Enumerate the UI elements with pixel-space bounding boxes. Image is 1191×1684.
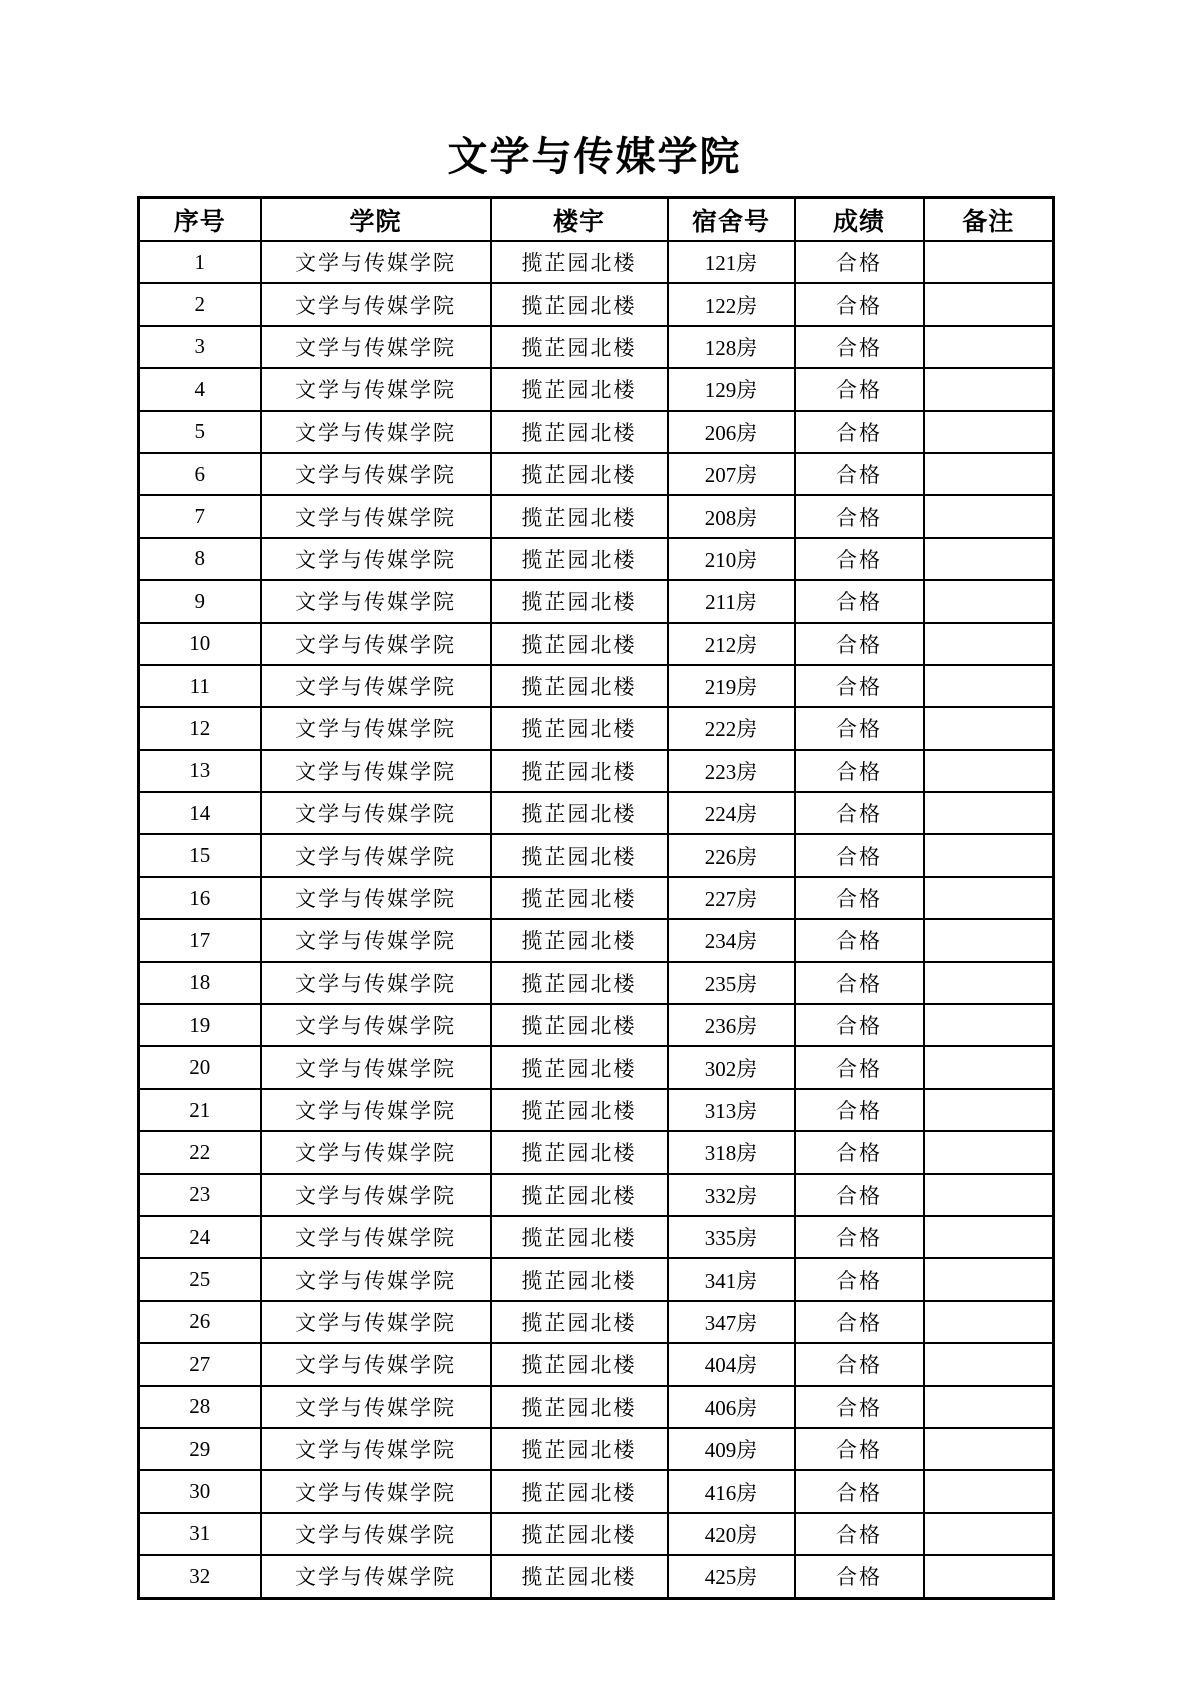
- cell-remark: [924, 1216, 1054, 1258]
- cell-grade: 合格: [795, 665, 924, 707]
- cell-college: 文学与传媒学院: [261, 1470, 491, 1512]
- cell-no: 17: [139, 919, 261, 961]
- cell-no: 7: [139, 495, 261, 537]
- cell-no: 11: [139, 665, 261, 707]
- cell-building: 揽芷园北楼: [491, 1174, 668, 1216]
- cell-grade: 合格: [795, 580, 924, 622]
- cell-building: 揽芷园北楼: [491, 707, 668, 749]
- cell-college: 文学与传媒学院: [261, 1428, 491, 1470]
- cell-room: 234房: [668, 919, 795, 961]
- cell-remark: [924, 1386, 1054, 1428]
- cell-room: 128房: [668, 326, 795, 368]
- cell-no: 21: [139, 1089, 261, 1131]
- cell-grade: 合格: [795, 1258, 924, 1300]
- cell-building: 揽芷园北楼: [491, 326, 668, 368]
- table-row: [139, 1174, 1054, 1216]
- cell-room: 347房: [668, 1301, 795, 1343]
- cell-room: 236房: [668, 1004, 795, 1046]
- cell-college: 文学与传媒学院: [261, 1174, 491, 1216]
- cell-grade: 合格: [795, 1428, 924, 1470]
- cell-college: 文学与传媒学院: [261, 1386, 491, 1428]
- cell-college: 文学与传媒学院: [261, 1046, 491, 1088]
- cell-building: 揽芷园北楼: [491, 1428, 668, 1470]
- cell-college: 文学与传媒学院: [261, 326, 491, 368]
- cell-building: 揽芷园北楼: [491, 1004, 668, 1046]
- cell-room: 341房: [668, 1258, 795, 1300]
- table-row: [139, 623, 1054, 665]
- cell-building: 揽芷园北楼: [491, 1513, 668, 1555]
- cell-no: 2: [139, 283, 261, 325]
- cell-room: 219房: [668, 665, 795, 707]
- cell-remark: [924, 1131, 1054, 1173]
- table-row: [139, 962, 1054, 1004]
- table-row: [139, 1301, 1054, 1343]
- table-row: [139, 495, 1054, 537]
- cell-remark: [924, 538, 1054, 580]
- cell-grade: 合格: [795, 326, 924, 368]
- cell-grade: 合格: [795, 750, 924, 792]
- cell-no: 4: [139, 368, 261, 410]
- cell-no: 22: [139, 1131, 261, 1173]
- cell-college: 文学与传媒学院: [261, 707, 491, 749]
- cell-building: 揽芷园北楼: [491, 1131, 668, 1173]
- table-row: [139, 283, 1054, 325]
- cell-college: 文学与传媒学院: [261, 623, 491, 665]
- cell-building: 揽芷园北楼: [491, 1343, 668, 1385]
- cell-remark: [924, 1428, 1054, 1470]
- cell-room: 318房: [668, 1131, 795, 1173]
- cell-remark: [924, 962, 1054, 1004]
- table-row: [139, 326, 1054, 368]
- cell-no: 9: [139, 580, 261, 622]
- cell-building: 揽芷园北楼: [491, 750, 668, 792]
- cell-grade: 合格: [795, 1216, 924, 1258]
- table-row: [139, 1258, 1054, 1300]
- cell-remark: [924, 750, 1054, 792]
- table-row: [139, 1343, 1054, 1385]
- cell-no: 29: [139, 1428, 261, 1470]
- header-serial-number: 序号: [139, 198, 261, 242]
- cell-grade: 合格: [795, 538, 924, 580]
- table-row: [139, 1216, 1054, 1258]
- cell-grade: 合格: [795, 962, 924, 1004]
- cell-remark: [924, 368, 1054, 410]
- cell-college: 文学与传媒学院: [261, 1343, 491, 1385]
- table-row: [139, 453, 1054, 495]
- cell-building: 揽芷园北楼: [491, 1216, 668, 1258]
- cell-remark: [924, 1046, 1054, 1088]
- cell-remark: [924, 665, 1054, 707]
- cell-room: 211房: [668, 580, 795, 622]
- cell-no: 1: [139, 241, 261, 283]
- cell-college: 文学与传媒学院: [261, 495, 491, 537]
- table-row: [139, 750, 1054, 792]
- cell-room: 122房: [668, 283, 795, 325]
- cell-no: 12: [139, 707, 261, 749]
- cell-building: 揽芷园北楼: [491, 1046, 668, 1088]
- cell-grade: 合格: [795, 495, 924, 537]
- cell-building: 揽芷园北楼: [491, 453, 668, 495]
- cell-no: 27: [139, 1343, 261, 1385]
- cell-grade: 合格: [795, 368, 924, 410]
- cell-remark: [924, 326, 1054, 368]
- cell-remark: [924, 241, 1054, 283]
- cell-remark: [924, 623, 1054, 665]
- cell-room: 235房: [668, 962, 795, 1004]
- cell-remark: [924, 1174, 1054, 1216]
- cell-remark: [924, 453, 1054, 495]
- header-grade: 成绩: [795, 198, 924, 242]
- cell-college: 文学与传媒学院: [261, 834, 491, 876]
- table-row: [139, 834, 1054, 876]
- cell-room: 313房: [668, 1089, 795, 1131]
- cell-no: 20: [139, 1046, 261, 1088]
- cell-grade: 合格: [795, 1555, 924, 1598]
- cell-no: 23: [139, 1174, 261, 1216]
- cell-room: 404房: [668, 1343, 795, 1385]
- cell-room: 121房: [668, 241, 795, 283]
- cell-grade: 合格: [795, 453, 924, 495]
- cell-no: 31: [139, 1513, 261, 1555]
- cell-college: 文学与传媒学院: [261, 1513, 491, 1555]
- header-dorm-number: 宿舍号: [668, 198, 795, 242]
- cell-college: 文学与传媒学院: [261, 453, 491, 495]
- cell-college: 文学与传媒学院: [261, 1555, 491, 1598]
- cell-grade: 合格: [795, 1386, 924, 1428]
- cell-no: 5: [139, 411, 261, 453]
- table-row: [139, 707, 1054, 749]
- cell-room: 227房: [668, 877, 795, 919]
- cell-college: 文学与传媒学院: [261, 877, 491, 919]
- header-building: 楼宇: [491, 198, 668, 242]
- cell-college: 文学与传媒学院: [261, 368, 491, 410]
- cell-grade: 合格: [795, 877, 924, 919]
- cell-no: 32: [139, 1555, 261, 1598]
- cell-room: 207房: [668, 453, 795, 495]
- cell-remark: [924, 792, 1054, 834]
- cell-no: 19: [139, 1004, 261, 1046]
- cell-no: 13: [139, 750, 261, 792]
- cell-no: 3: [139, 326, 261, 368]
- cell-grade: 合格: [795, 1089, 924, 1131]
- cell-no: 28: [139, 1386, 261, 1428]
- cell-college: 文学与传媒学院: [261, 962, 491, 1004]
- cell-building: 揽芷园北楼: [491, 241, 668, 283]
- cell-grade: 合格: [795, 241, 924, 283]
- table-row: [139, 1470, 1054, 1512]
- cell-no: 14: [139, 792, 261, 834]
- cell-building: 揽芷园北楼: [491, 580, 668, 622]
- cell-remark: [924, 1004, 1054, 1046]
- cell-room: 420房: [668, 1513, 795, 1555]
- table-row: [139, 919, 1054, 961]
- cell-room: 212房: [668, 623, 795, 665]
- table-row: [139, 580, 1054, 622]
- cell-remark: [924, 834, 1054, 876]
- cell-building: 揽芷园北楼: [491, 1470, 668, 1512]
- cell-college: 文学与传媒学院: [261, 241, 491, 283]
- cell-no: 8: [139, 538, 261, 580]
- cell-room: 206房: [668, 411, 795, 453]
- cell-grade: 合格: [795, 792, 924, 834]
- table-row: [139, 665, 1054, 707]
- cell-room: 416房: [668, 1470, 795, 1512]
- cell-remark: [924, 919, 1054, 961]
- cell-college: 文学与传媒学院: [261, 1089, 491, 1131]
- cell-building: 揽芷园北楼: [491, 411, 668, 453]
- cell-room: 226房: [668, 834, 795, 876]
- cell-grade: 合格: [795, 411, 924, 453]
- cell-room: 129房: [668, 368, 795, 410]
- cell-building: 揽芷园北楼: [491, 623, 668, 665]
- cell-building: 揽芷园北楼: [491, 283, 668, 325]
- table-row: [139, 1089, 1054, 1131]
- cell-building: 揽芷园北楼: [491, 1386, 668, 1428]
- cell-no: 18: [139, 962, 261, 1004]
- cell-grade: 合格: [795, 1131, 924, 1173]
- cell-building: 揽芷园北楼: [491, 1089, 668, 1131]
- cell-no: 16: [139, 877, 261, 919]
- table-row: [139, 411, 1054, 453]
- cell-no: 15: [139, 834, 261, 876]
- table-row: [139, 792, 1054, 834]
- cell-building: 揽芷园北楼: [491, 919, 668, 961]
- cell-college: 文学与传媒学院: [261, 792, 491, 834]
- cell-room: 222房: [668, 707, 795, 749]
- cell-room: 223房: [668, 750, 795, 792]
- cell-college: 文学与传媒学院: [261, 283, 491, 325]
- cell-room: 409房: [668, 1428, 795, 1470]
- cell-room: 332房: [668, 1174, 795, 1216]
- cell-college: 文学与传媒学院: [261, 919, 491, 961]
- dormitory-grade-table: [137, 196, 1055, 1600]
- cell-room: 406房: [668, 1386, 795, 1428]
- cell-grade: 合格: [795, 623, 924, 665]
- cell-remark: [924, 1343, 1054, 1385]
- cell-remark: [924, 1089, 1054, 1131]
- cell-college: 文学与传媒学院: [261, 1301, 491, 1343]
- cell-grade: 合格: [795, 919, 924, 961]
- cell-remark: [924, 1555, 1054, 1598]
- cell-remark: [924, 411, 1054, 453]
- cell-grade: 合格: [795, 1004, 924, 1046]
- cell-room: 210房: [668, 538, 795, 580]
- header-remarks: 备注: [924, 198, 1054, 242]
- table-row: [139, 1386, 1054, 1428]
- table-row: [139, 1046, 1054, 1088]
- cell-building: 揽芷园北楼: [491, 962, 668, 1004]
- cell-remark: [924, 283, 1054, 325]
- table-row: [139, 538, 1054, 580]
- cell-college: 文学与传媒学院: [261, 1004, 491, 1046]
- cell-room: 224房: [668, 792, 795, 834]
- table-row: [139, 1428, 1054, 1470]
- cell-grade: 合格: [795, 1470, 924, 1512]
- table-header-row: [139, 198, 1054, 242]
- cell-college: 文学与传媒学院: [261, 1131, 491, 1173]
- cell-grade: 合格: [795, 1174, 924, 1216]
- cell-building: 揽芷园北楼: [491, 1301, 668, 1343]
- cell-remark: [924, 1470, 1054, 1512]
- cell-no: 26: [139, 1301, 261, 1343]
- cell-college: 文学与传媒学院: [261, 1258, 491, 1300]
- cell-room: 425房: [668, 1555, 795, 1598]
- cell-no: 6: [139, 453, 261, 495]
- cell-college: 文学与传媒学院: [261, 1216, 491, 1258]
- cell-remark: [924, 707, 1054, 749]
- cell-college: 文学与传媒学院: [261, 580, 491, 622]
- cell-building: 揽芷园北楼: [491, 665, 668, 707]
- table-row: [139, 368, 1054, 410]
- cell-room: 335房: [668, 1216, 795, 1258]
- cell-college: 文学与传媒学院: [261, 411, 491, 453]
- cell-building: 揽芷园北楼: [491, 495, 668, 537]
- cell-grade: 合格: [795, 707, 924, 749]
- table-row: [139, 877, 1054, 919]
- cell-grade: 合格: [795, 1513, 924, 1555]
- cell-building: 揽芷园北楼: [491, 538, 668, 580]
- cell-building: 揽芷园北楼: [491, 1555, 668, 1598]
- cell-remark: [924, 1258, 1054, 1300]
- cell-remark: [924, 580, 1054, 622]
- cell-room: 208房: [668, 495, 795, 537]
- cell-grade: 合格: [795, 834, 924, 876]
- cell-remark: [924, 877, 1054, 919]
- cell-grade: 合格: [795, 1301, 924, 1343]
- cell-grade: 合格: [795, 283, 924, 325]
- table-row: [139, 1513, 1054, 1555]
- cell-no: 30: [139, 1470, 261, 1512]
- cell-building: 揽芷园北楼: [491, 1258, 668, 1300]
- cell-building: 揽芷园北楼: [491, 834, 668, 876]
- cell-remark: [924, 1513, 1054, 1555]
- table-row: [139, 1555, 1054, 1598]
- dormitory-grade-table-container: [137, 196, 1052, 1600]
- cell-building: 揽芷园北楼: [491, 877, 668, 919]
- page-title: 文学与传媒学院: [447, 134, 742, 179]
- cell-room: 302房: [668, 1046, 795, 1088]
- cell-building: 揽芷园北楼: [491, 792, 668, 834]
- table-body: [139, 241, 1054, 1598]
- cell-no: 25: [139, 1258, 261, 1300]
- cell-college: 文学与传媒学院: [261, 665, 491, 707]
- cell-no: 10: [139, 623, 261, 665]
- cell-college: 文学与传媒学院: [261, 538, 491, 580]
- cell-college: 文学与传媒学院: [261, 750, 491, 792]
- table-row: [139, 1131, 1054, 1173]
- table-row: [139, 1004, 1054, 1046]
- cell-building: 揽芷园北楼: [491, 368, 668, 410]
- cell-grade: 合格: [795, 1046, 924, 1088]
- cell-grade: 合格: [795, 1343, 924, 1385]
- cell-no: 24: [139, 1216, 261, 1258]
- cell-remark: [924, 495, 1054, 537]
- header-college: 学院: [261, 198, 491, 242]
- cell-remark: [924, 1301, 1054, 1343]
- table-row: [139, 241, 1054, 283]
